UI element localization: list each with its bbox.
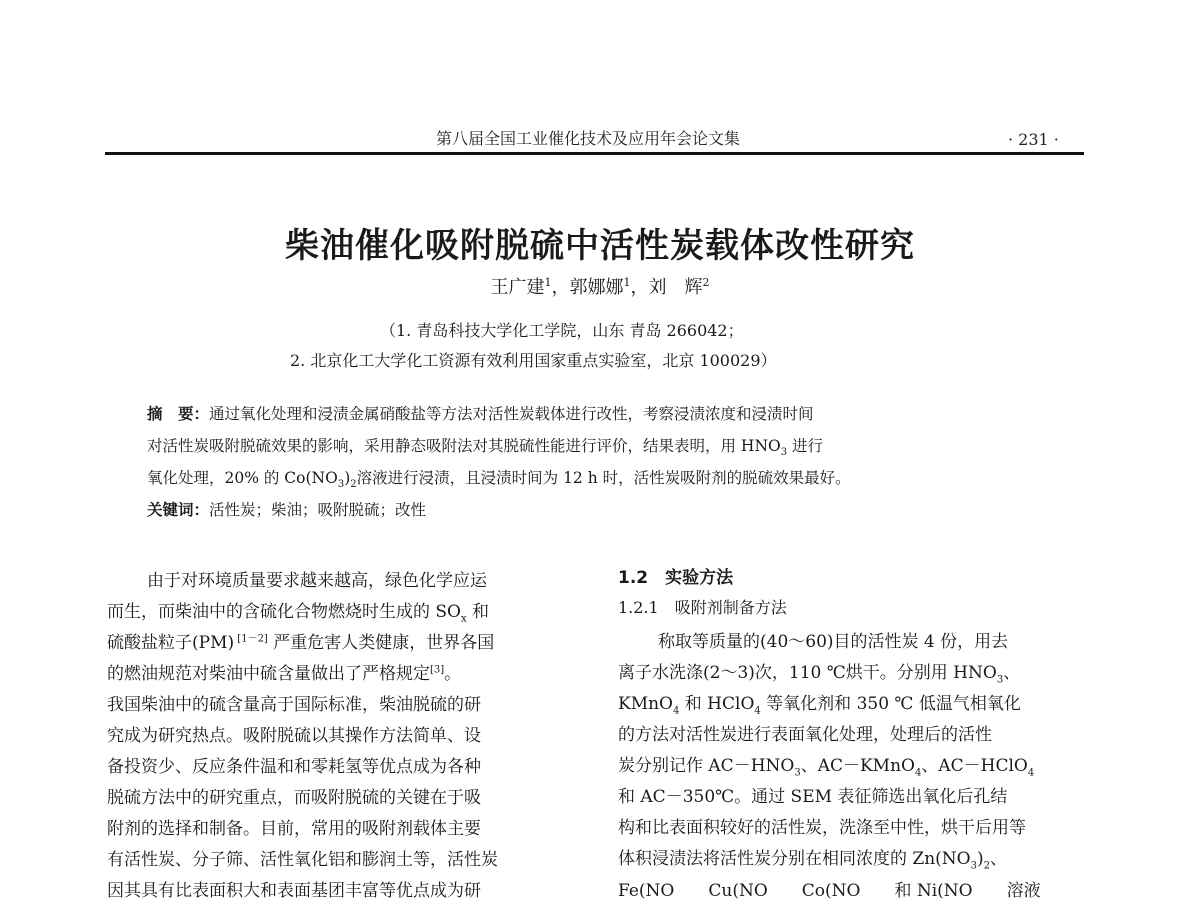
abstract-label: 摘 要：	[147, 405, 210, 423]
body-line: KMnO$_4$ 和 HClO$_4$ 等氧化剂和 350 ℃ 低温气相氧化	[618, 694, 1021, 717]
body-line: 和 AC－350℃。通过 SEM 表征筛选出氧化后孔结	[618, 787, 1008, 807]
body-line: 称取等质量的(40～60)目的活性炭 4 份，用去	[658, 632, 1009, 652]
body-line: 硫酸盐粒子(PM) [1－2] 严重危害人类健康，世界各国	[107, 633, 495, 653]
running-header: 第八届全国工业催化技术及应用年会论文集	[436, 129, 741, 148]
body-line: 构和比表面积较好的活性炭，洗涤至中性，烘干后用等	[618, 818, 1026, 838]
citation: [1－2]	[234, 633, 268, 645]
body-line: 体积浸渍法将活性炭分别在相同浓度的 $Zn(NO_3)_2$、	[618, 849, 1007, 872]
author-name: 王广建	[490, 277, 545, 298]
body-line: 因其具有比表面积大和表面基团丰富等优点成为研	[107, 881, 481, 901]
body-line: 附剂的选择和制备。目前，常用的吸附剂载体主要	[107, 819, 481, 839]
header-rule	[105, 152, 1084, 155]
body-line: 究成为研究热点。吸附脱硫以其操作方法简单、设	[107, 726, 481, 746]
section-heading: 1.2 实验方法	[618, 568, 734, 588]
body-line: 离子水洗涤(2～3)次，110 ℃烘干。分别用 $HNO_3$、	[618, 663, 1021, 686]
paper-title: 柴油催化吸附脱硫中活性炭载体改性研究	[285, 226, 915, 266]
author-list: 王广建$^1$，郭娜娜$^1$，刘 辉$^2$	[490, 276, 710, 298]
body-line: 由于对环境质量要求越来越高，绿色化学应运	[147, 571, 487, 591]
subsection-heading: 1.2.1 吸附剂制备方法	[618, 598, 787, 617]
author-name: 刘 辉	[648, 277, 703, 298]
page-number: · 231 ·	[1008, 130, 1059, 149]
citation: [3]	[430, 664, 445, 676]
affiliation-line-1: （1. 青岛科技大学化工学院，山东 青岛 266042；	[380, 321, 744, 340]
abstract-line: 对活性炭吸附脱硫效果的影响，采用静态吸附法对其脱硫性能进行评价，结果表明，用 $HNO_3$ 进行	[147, 437, 824, 459]
author-affil-mark: 1	[623, 276, 631, 289]
keywords-line	[147, 498, 426, 520]
affiliation-line-2: 2. 北京化工大学化工资源有效利用国家重点实验室，北京 100029）	[290, 351, 777, 370]
author-name: 郭娜娜	[569, 277, 624, 298]
body-line: 有活性炭、分子筛、活性氧化铝和膨润土等，活性炭	[107, 850, 498, 870]
body-line: 脱硫方法中的研究重点，而吸附脱硫的关键在于吸	[107, 788, 481, 808]
abstract-line: 氧化处理，20% 的 $Co(NO_3)_2$溶液进行浸渍，且浸渍时间为 12 h 时，活性炭吸附剂的脱硫效果最好。	[147, 469, 851, 491]
author-affil-mark: 1	[544, 276, 552, 289]
author-affil-mark: 2	[702, 276, 710, 289]
body-line: 的方法对活性炭进行表面氧化处理，处理后的活性	[618, 725, 992, 745]
keywords-label: 关键词：	[147, 501, 210, 519]
body-line: 炭分别记作 $AC-HNO_3$、AC－KMnO$_4$、AC－HClO$_4$	[618, 756, 1035, 779]
body-line: 我国柴油中的硫含量高于国际标准，柴油脱硫的研	[107, 695, 481, 715]
keywords-text: 活性炭；柴油；吸附脱硫；改性	[209, 501, 427, 519]
body-line: 备投资少、反应条件温和和零耗氢等优点成为各种	[107, 757, 481, 777]
body-line: 的燃油规范对柴油中硫含量做出了严格规定[3]。	[107, 664, 462, 684]
body-line: Fe(NO Cu(NO Co(NO 和 Ni(NO 溶液	[618, 881, 1041, 901]
body-line: 而生，而柴油中的含硫化合物燃烧时生成的 $SO_x$ 和	[107, 602, 490, 625]
abstract-line: 摘 要：通过氧化处理和浸渍金属硝酸盐等方法对活性炭载体进行改性，考察浸渍浓度和浸渍时间	[147, 405, 814, 423]
